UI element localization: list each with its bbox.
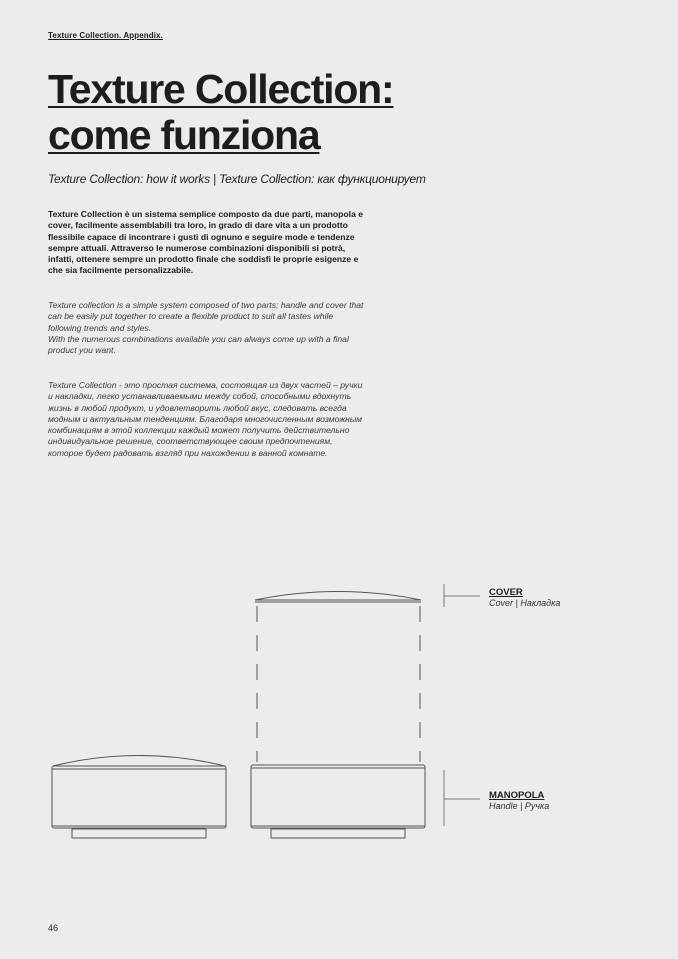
english-text-2: With the numerous combinations available you can always come up with a final product you want. xyxy=(48,333,349,356)
handle-label: MANOPOLA xyxy=(489,790,545,801)
russian-text: Texture Collection - это простая система, состоящая из двух частей – ручки и накладки, легко устанавливаемыми между собой, способными вдохнуть жизнь в любой продукт, и удовлетворить любой вкус, следовать всегда модным и актуальным тенденциям. Благодаря многочисленным возможным комбинациям в этой коллекции каждый может получить действительно индивидуальное решение, соответствующее своим предпочтениям, которое будет радовать взгляд при нахождении в ванной комнате. xyxy=(48,380,363,458)
page-number: 46 xyxy=(48,923,59,933)
callout-lines xyxy=(444,584,480,826)
exploded-knob-drawing xyxy=(251,592,425,839)
title-line-1: Texture Collection: xyxy=(48,66,394,112)
assembled-knob-base xyxy=(72,829,206,838)
exploded-handle-base xyxy=(271,829,405,838)
handle-translation: Handle | Ручка xyxy=(489,801,550,811)
cover-label: COVER xyxy=(489,587,523,598)
assembled-knob-drawing xyxy=(52,756,226,839)
english-text-1: Texture collection is a simple system composed of two parts: handle and cover that can be easily put together to create a flexible product to suit all tastes while following trends and styles. xyxy=(48,300,364,333)
page-subtitle: Texture Collection: how it works | Texture Collection: как функционирует xyxy=(48,172,426,186)
assembled-knob-body xyxy=(52,766,226,828)
exploded-cover-shape xyxy=(255,592,421,601)
title-line-2: come funziona xyxy=(48,112,320,158)
assembled-knob-cover xyxy=(53,756,225,767)
italian-text: Texture Collection è un sistema semplice composto da due parti, manopola e cover, facilmente assemblabili tra loro, in grado di dare vita a un prodotto flessibile capace di incontrare i gusti di ognuno e seguire mode e tendenze sempre attuali. Attraverso le numerose combinazioni disponibili si potrà, infatti, ottenere sempre un prodotto finale che soddisfi le proprie esigenze e che sia facilmente personalizzabile. xyxy=(48,209,364,276)
exploded-handle-body xyxy=(251,765,425,828)
cover-translation: Cover | Накладка xyxy=(489,598,561,608)
breadcrumb: Texture Collection. Appendix. xyxy=(48,31,163,40)
